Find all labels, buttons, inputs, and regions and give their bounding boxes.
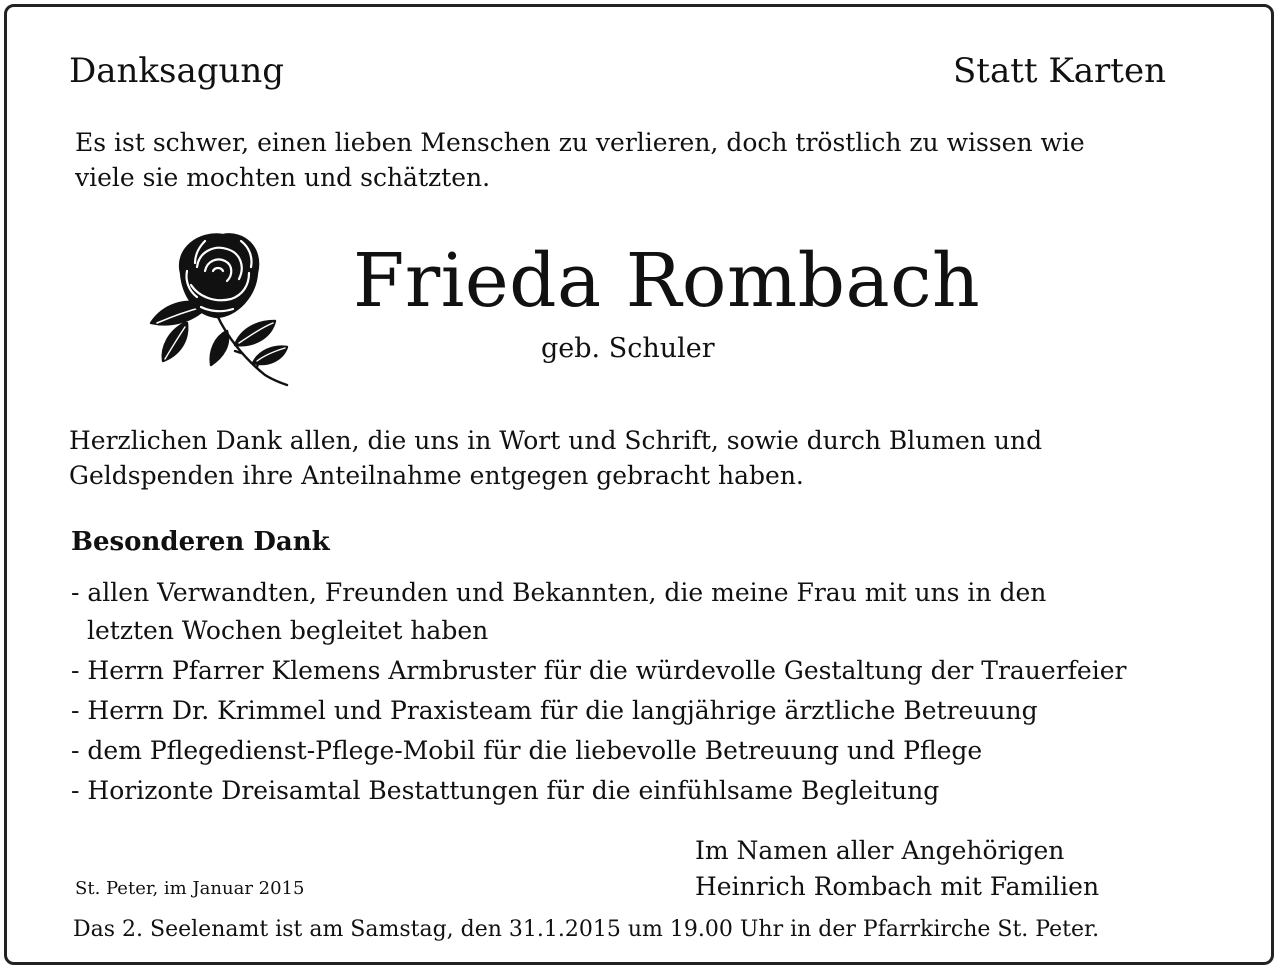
intro-line-1: Es ist schwer, einen lieben Menschen zu verlieren, doch tröstlich zu wissen wie bbox=[75, 128, 1085, 157]
list-item: - dem Pflegedienst-Pflege-Mobil für die liebevolle Betreuung und Pflege bbox=[71, 736, 983, 765]
place-date: St. Peter, im Januar 2015 bbox=[75, 878, 305, 899]
heading-statt-karten: Statt Karten bbox=[953, 51, 1166, 91]
heading-danksagung: Danksagung bbox=[69, 51, 285, 91]
signature-line-1: Im Namen aller Angehörigen bbox=[695, 836, 1065, 865]
thanks-line-1: Herzlichen Dank allen, die uns in Wort und Schrift, sowie durch Blumen und bbox=[69, 426, 1043, 455]
list-item: - Horizonte Dreisamtal Bestattungen für die einfühlsame Begleitung bbox=[71, 776, 940, 805]
list-item: - allen Verwandten, Freunden und Bekannten, die meine Frau mit uns in den bbox=[71, 578, 1047, 607]
list-item: letzten Wochen begleitet haben bbox=[87, 616, 489, 645]
maiden-name: geb. Schuler bbox=[541, 333, 715, 364]
thanks-line-2: Geldspenden ihre Anteilnahme entgegen gebracht haben. bbox=[69, 461, 804, 490]
list-item: - Herrn Dr. Krimmel und Praxisteam für die langjährige ärztliche Betreuung bbox=[71, 696, 1038, 725]
rose-icon bbox=[145, 227, 297, 393]
special-thanks-heading: Besonderen Dank bbox=[71, 527, 330, 557]
memorial-mass-note: Das 2. Seelenamt ist am Samstag, den 31.1.2015 um 19.00 Uhr in der Pfarrkirche St. Peter. bbox=[73, 917, 1100, 942]
intro-line-2: viele sie mochten und schätzten. bbox=[75, 163, 491, 192]
list-item: - Herrn Pfarrer Klemens Armbruster für die würdevolle Gestaltung der Trauerfeier bbox=[71, 656, 1127, 685]
obituary-notice bbox=[4, 4, 1274, 965]
deceased-name: Frieda Rombach bbox=[353, 238, 981, 324]
signature-line-2: Heinrich Rombach mit Familien bbox=[695, 872, 1100, 901]
